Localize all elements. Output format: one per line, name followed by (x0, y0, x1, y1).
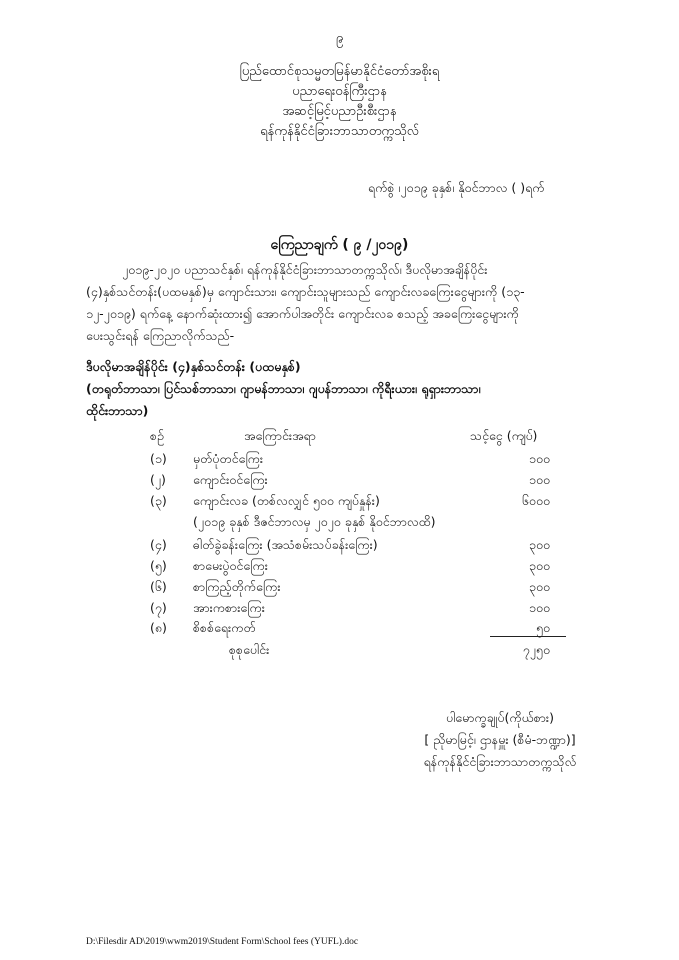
signature-title: ပါမောက္ခချုပ်(ကိုယ်စား) (446, 710, 554, 725)
header-amount: သင့်ငွေ (ကျပ်) (470, 428, 538, 443)
table-row (0, 514, 679, 534)
header-government: ပြည်ထောင်စုသမ္မတမြန်မာနိုင်ငံတော်အစိုးရ (239, 64, 440, 79)
row-amount: ၆၀၀၀ (521, 493, 550, 508)
row-item: ဓါတ်ခွဲခန်းကြေး (အသံစမ်းသပ်ခန်းကြေး) (193, 537, 378, 552)
fee-table-header (0, 428, 679, 448)
row-no: (၂) (150, 472, 166, 487)
row-item: (၂၀၁၉ ခုနှစ် ဒီဇင်ဘာလမှ ၂၀၂၀ ခုနှစ် နိုဝင်ဘာလထိ) (193, 514, 436, 529)
paragraph-line: (၄)နှစ်သင်တန်း(ပထမနှစ်)မှ ကျောင်းသား၊ ကျောင်းသူများသည် ကျောင်းလခကြေးငွေများကို (၁၃- (86, 284, 525, 299)
total-label: စုစုပေါင်း (229, 642, 270, 657)
row-item: စိစစ်ရေးကတ် (193, 620, 256, 635)
row-amount: ၃၀၀ (528, 558, 550, 573)
announcement-title: ကြေညာချက် ( ၉ /၂၀၁၉) (270, 237, 409, 253)
paragraph-line: ပေးသွင်းရန် ကြေညာလိုက်သည်- (86, 328, 235, 343)
row-item: စာမေးပွဲဝင်ကြေး (193, 558, 268, 573)
row-amount: ၃၀၀ (528, 579, 550, 594)
header-department: အဆင့်မြင့်ပညာဦးစီးဌာန (282, 104, 397, 119)
row-no: (၇) (150, 600, 167, 615)
paragraph-line: ၁၂-၂၀၁၉) ရက်နေ့ နောက်ဆုံးထား၍ အောက်ပါအတိုင်း ကျောင်းလခ စသည့် အခကြေးငွေများကို (86, 306, 519, 321)
header-ministry: ပညာရေးဝန်ကြီးဌာန (292, 84, 387, 99)
signature-name: [ ညိုမာမြင့်၊ ဌာနမှူး (စီမံ-ဘဏ္ဍာ)] (424, 732, 576, 747)
row-amount: ၁၀၀ (528, 451, 550, 466)
row-amount: ၁၀၀ (528, 600, 550, 615)
row-amount: ၅၀ (535, 620, 550, 635)
row-amount: ၁၀၀ (528, 472, 550, 487)
row-amount: ၃၀၀ (528, 537, 550, 552)
total-divider (490, 636, 566, 637)
header-university: ရန်ကုန်နိုင်ငံခြားဘာသာတက္ကသိုလ် (260, 124, 419, 139)
row-no: (၈) (150, 620, 167, 635)
table-row (0, 451, 679, 471)
table-row (0, 537, 679, 557)
row-no: (၁) (150, 451, 167, 466)
total-row (0, 642, 679, 662)
row-item: အားကစားကြေး (193, 600, 265, 615)
total-amount: ၇၂၅၀ (522, 642, 550, 657)
row-no: (၅) (150, 558, 167, 573)
row-no: (၆) (150, 579, 167, 594)
signature-institution: ရန်ကုန်နိုင်ငံခြားဘာသာတက္ကသိုလ် (423, 754, 577, 769)
program-languages: (တရုတ်ဘာသာ၊ ပြင်သစ်ဘာသာ၊ ဂျာမန်ဘာသာ၊ ဂျပန်ဘာသာ၊ ကိုရီးယား၊ ရုရှားဘာသာ၊ (86, 381, 481, 396)
row-item: စာကြည့်တိုက်ကြေး (193, 579, 281, 594)
header-item: အကြောင်းအရာ (244, 428, 316, 443)
row-no: (၄) (150, 537, 167, 552)
table-row (0, 620, 679, 640)
table-row (0, 493, 679, 513)
row-item: ကျောင်းလခ (တစ်လလျှင် ၅၀၀ ကျပ်နှုန်း) (193, 493, 380, 508)
file-path-footer: D:\Filesdir AD\2019\wwm2019\Student Form\School fees (YUFL).doc (86, 937, 359, 947)
header-no: စဉ် (150, 428, 164, 443)
table-row (0, 600, 679, 620)
program-title: ဒီပလိုမာအချိန်ပိုင်း (၄)နှစ်သင်တန်း (ပထမနှစ်) (86, 359, 301, 374)
table-row (0, 558, 679, 578)
page-number: ၉ (335, 31, 344, 46)
table-row (0, 579, 679, 599)
table-row (0, 472, 679, 492)
date-line: ရက်စွဲ ၊၂၀၁၉ ခုနှစ်၊ နိုဝင်ဘာလ ( )ရက် (368, 180, 545, 195)
program-languages: ထိုင်းဘာသာ) (86, 403, 149, 418)
paragraph-line: ၂၀၁၉-၂၀၂၀ ပညာသင်နှစ်၊ ရန်ကုန်နိုင်ငံခြားဘာသာတက္ကသိုလ်၊ ဒီပလိုမာအချိန်ပိုင်း (122, 262, 488, 277)
row-no: (၃) (150, 493, 167, 508)
row-item: ကျောင်းဝင်ကြေး (193, 472, 268, 487)
row-item: မှတ်ပုံတင်ကြေး (193, 451, 264, 466)
